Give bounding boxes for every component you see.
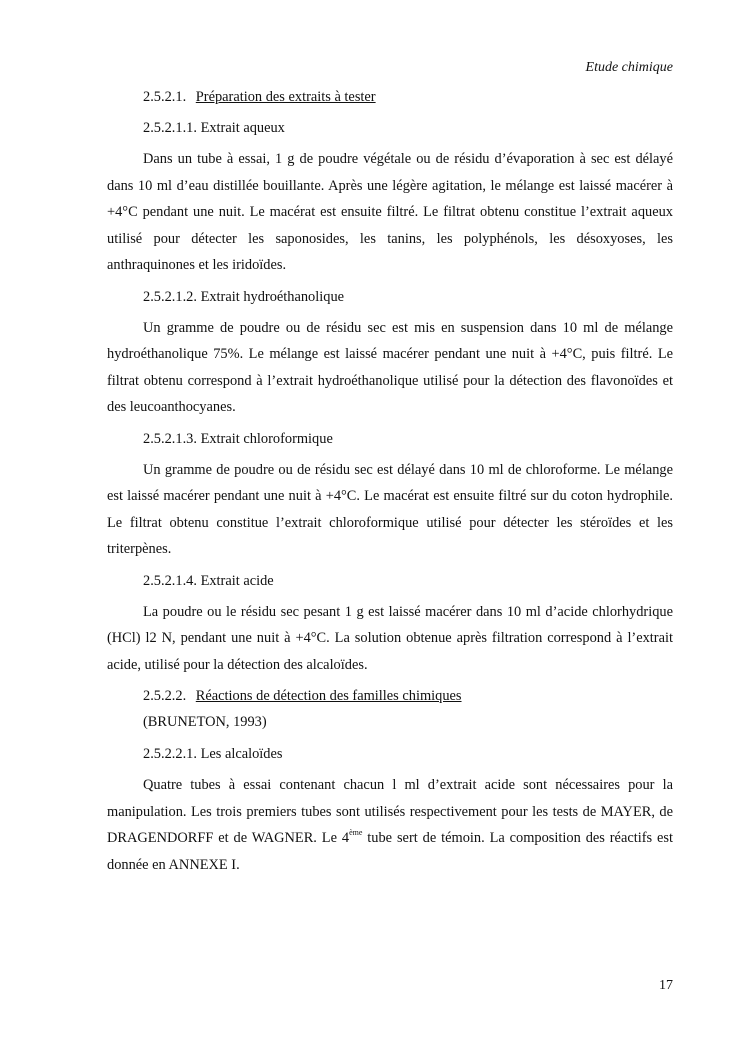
subsection-heading-hydroethanolique: 2.5.2.1.2. Extrait hydroéthanolique — [143, 288, 345, 305]
subsection-heading-acide: 2.5.2.1.4. Extrait acide — [143, 572, 274, 589]
subsection-heading-chloroformique: 2.5.2.1.3. Extrait chloroformique — [143, 430, 333, 447]
paragraph-aqueux: Dans un tube à essai, 1 g de poudre végétale ou de résidu d’évaporation à sec est délayé dans 10 ml d’eau distillée bouillante. Après une légère agitation, le mélange est laissé macérer à +4°C pendant une nuit. Le macérat est ensuite filtré. Le filtrat obtenu constitue l’extrait aqueux utilisé pour détecter les saponosides, les tanins, les polyphénols, les désoxyoses, les anthraquinones et les iridoïdes. — [107, 151, 673, 273]
section-heading-preparation — [107, 86, 673, 108]
section-title: Préparation des extraits à tester — [195, 89, 376, 105]
subsection-heading-aqueux: 2.5.2.1.1. Extrait aqueux — [143, 120, 285, 136]
paragraph-text-end: tube sert de témoin. La composition des réactifs est donnée en ANNEXE I. — [107, 830, 673, 873]
section-reference: (BRUNETON, 1993) — [143, 714, 267, 730]
section-number: 2.5.2.1. — [143, 89, 187, 105]
ordinal-superscript: ème — [349, 828, 363, 837]
section-heading-reactions — [107, 685, 673, 707]
page-number: 17 — [659, 978, 673, 993]
running-header: Etude chimique — [585, 60, 673, 75]
paragraph-alcaloides — [107, 772, 673, 878]
paragraph-acide: La poudre ou le résidu sec pesant 1 g est laissé macérer dans 10 ml d’acide chlorhydrique (HCl) l2 N, pendant une nuit à +4°C. La solution obtenue après filtration correspond à l’extrait acide, utilisé pour la détection des alcaloïdes. — [107, 603, 673, 673]
subsection-heading-alcaloides: 2.5.2.2.1. Les alcaloïdes — [143, 746, 283, 762]
paragraph-text: Quatre tubes à essai contenant chacun l ml d’extrait acide sont nécessaires pour la manipulation. Les trois premiers tubes sont utilisés respectivement pour les tests de MAYER, de DRAGENDORFF et de WAGNER. Le 4 — [107, 777, 673, 846]
paragraph-chloroformique: Un gramme de poudre ou de résidu sec est délayé dans 10 ml de chloroforme. Le mélange est laissé macérer pendant une nuit à +4°C. Le macérat est ensuite filtré sur du coton hydrophile. Le filtrat obtenu constitue l’extrait chloroformique utilisé pour détecter les stéroïdes et les triterpènes. — [107, 461, 673, 557]
paragraph-hydroethanolique: Un gramme de poudre ou de résidu sec est mis en suspension dans 10 ml de mélange hydroéthanolique 75%. Le mélange est laissé macérer pendant une nuit à +4°C, puis filtré. Le filtrat obtenu correspond à l’extrait hydroéthanolique utilisé pour la détection des flavonoïdes et des leucoanthocyanes. — [107, 319, 673, 415]
section-title: Réactions de détection des familles chimiques — [195, 688, 462, 704]
page-body — [107, 86, 673, 878]
section-number: 2.5.2.2. — [143, 688, 187, 704]
